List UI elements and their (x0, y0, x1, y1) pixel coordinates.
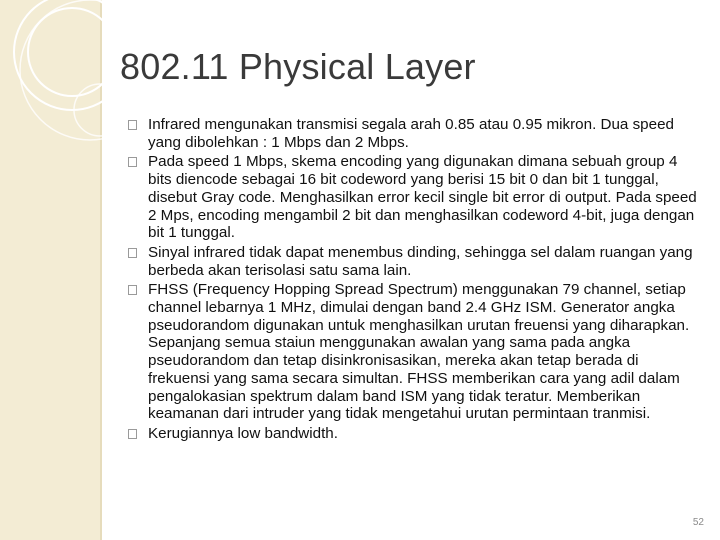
square-bullet-icon (128, 429, 137, 439)
bullet-text: Kerugiannya low bandwidth. (148, 424, 338, 442)
bullet-item-infrared (128, 116, 700, 151)
slide-title: 802.11 Physical Layer (120, 46, 476, 87)
square-bullet-icon (128, 120, 137, 130)
bullet-text: Sinyal infrared tidak dapat menembus dinding, sehingga sel dalam ruangan yang berbeda akan terisolasi satu sama lain. (148, 243, 693, 279)
square-bullet-icon (128, 248, 137, 258)
square-bullet-icon (128, 157, 137, 167)
square-bullet-icon (128, 285, 137, 295)
bullet-text: FHSS (Frequency Hopping Spread Spectrum) menggunakan 79 channel, setiap channel lebarnya 1 MHz, dimulai dengan band 2.4 GHz ISM. Generator angka pseudorandom digunakan untuk menghasilkan urutan freuensi yang diharapkan. Sepanjang semua staiun menggunakan awalan yang sama pada angka pseudorandom dan tetap disinkronisasikan, mereka akan tetap berada di frekuensi yang sama secara simultan. FHSS memberikan cara yang adil dalam pengalokasian spektrum dalam band ISM yang tidak teratur. Memberikan keamanan dari intruder yang tidak mengetahui urutan permintaan tranmisi. (148, 281, 690, 423)
bullet-list (128, 116, 700, 445)
bullet-item-walls (128, 244, 700, 279)
bullet-item-encoding (128, 153, 700, 242)
bullet-text: Pada speed 1 Mbps, skema encoding yang digunakan dimana sebuah group 4 bits diencode sebagai 16 bit codeword yang berisi 15 bit 0 dan bit 1 tunggal, disebut Gray code. Menghasilkan error kecil single bit error di output. Pada speed 2 Mps, encoding mengambil 2 bit dan menghasilkan codeword 4-bit, juga dengan bit 1 tunggal. (148, 153, 697, 242)
bullet-item-disadvantage (128, 425, 700, 443)
page-number: 52 (692, 517, 704, 528)
bullet-item-fhss (128, 281, 700, 423)
bullet-text: Infrared mengunakan transmisi segala arah 0.85 atau 0.95 mikron. Dua speed yang dibolehkan : 1 Mbps dan 2 Mbps. (148, 116, 674, 151)
